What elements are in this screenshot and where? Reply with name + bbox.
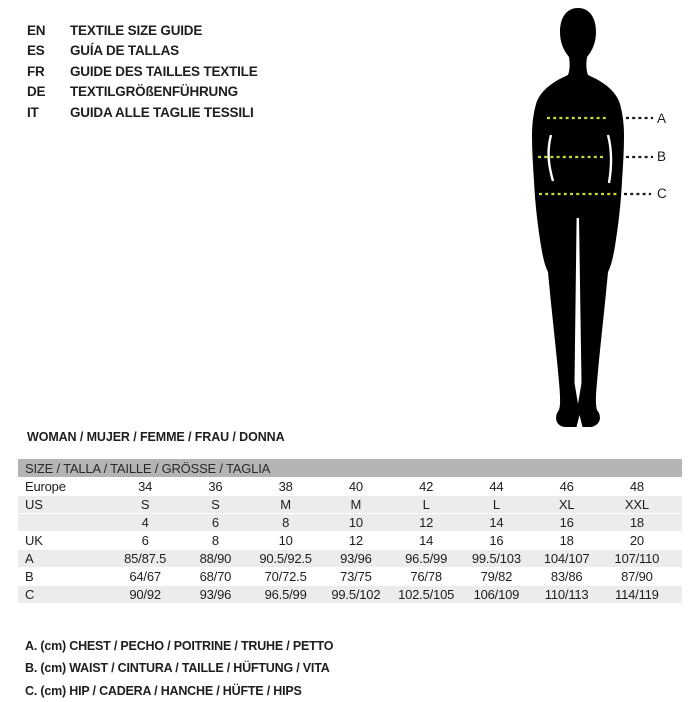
size-cell: 88/90 xyxy=(199,551,232,566)
size-cell: 14 xyxy=(419,533,434,548)
size-cell: 12 xyxy=(348,533,363,548)
size-cell: XL xyxy=(558,497,575,512)
language-code: EN xyxy=(27,22,46,38)
size-cell: 93/96 xyxy=(340,551,372,566)
guide-title: GUÍA DE TALLAS xyxy=(70,43,179,59)
size-cell: 90/92 xyxy=(129,587,161,602)
size-cell: 42 xyxy=(419,479,434,494)
size-cell: 107/110 xyxy=(614,551,660,566)
marker-label-b: B xyxy=(657,149,667,164)
size-cell: 96.5/99 xyxy=(264,587,307,602)
size-cell: 34 xyxy=(138,479,153,494)
size-cell: 99.5/103 xyxy=(471,551,521,566)
marker-label-a: A xyxy=(657,111,667,126)
table-row xyxy=(18,495,682,513)
row-label: A xyxy=(25,551,34,566)
language-code: IT xyxy=(27,104,39,120)
size-cell: S xyxy=(140,497,150,512)
size-cell: 102.5/105 xyxy=(398,587,455,602)
size-cell: 110/113 xyxy=(544,587,589,602)
language-code: FR xyxy=(27,63,45,79)
row-label: B xyxy=(25,569,34,584)
language-title-list xyxy=(27,20,258,123)
guide-title: TEXTILGRÖßENFÜHRUNG xyxy=(70,84,238,100)
size-cell: 90.5/92.5 xyxy=(259,551,312,566)
size-cell: 99.5/102 xyxy=(331,587,381,602)
size-cell: 114/119 xyxy=(615,587,659,602)
language-row xyxy=(27,41,258,62)
figure-area xyxy=(495,5,695,430)
row-label: Europe xyxy=(25,479,66,494)
table-row xyxy=(18,477,682,495)
size-cell: 79/82 xyxy=(480,569,513,584)
guide-title: GUIDA ALLE TAGLIE TESSILI xyxy=(70,104,254,120)
size-cell: S xyxy=(211,497,220,512)
size-cell: 12 xyxy=(419,515,434,530)
size-cell: 93/96 xyxy=(199,587,232,602)
size-cell: 68/70 xyxy=(199,569,232,584)
language-code: DE xyxy=(27,84,46,100)
size-cell: 10 xyxy=(278,533,293,548)
row-label: US xyxy=(25,497,43,512)
language-code: ES xyxy=(27,43,45,59)
size-cell: 104/107 xyxy=(543,551,590,566)
size-cell: 18 xyxy=(629,515,644,530)
size-cell: 8 xyxy=(211,533,219,548)
guide-title: GUIDE DES TAILLES TEXTILE xyxy=(70,63,258,79)
size-cell: 36 xyxy=(208,479,223,494)
size-cell: 16 xyxy=(489,533,504,548)
size-cell: M xyxy=(280,497,291,512)
legend-line: A. (cm) CHEST / PECHO / POITRINE / TRUHE / PETTO xyxy=(25,639,334,653)
language-row xyxy=(27,20,258,41)
size-table-header: SIZE / TALLA / TAILLE / GRÖSSE / TAGLIA xyxy=(18,459,682,477)
size-cell: XXL xyxy=(624,497,649,512)
guide-title: TEXTILE SIZE GUIDE xyxy=(70,22,203,38)
size-cell: 73/75 xyxy=(340,569,372,584)
size-cell: 40 xyxy=(348,479,363,494)
legend-line: B. (cm) WAIST / CINTURA / TAILLE / HÜFTUNG / VITA xyxy=(25,661,330,676)
language-row xyxy=(27,82,258,103)
language-row xyxy=(27,61,258,82)
size-cell: 44 xyxy=(489,479,504,494)
size-cell: 6 xyxy=(211,515,219,530)
size-cell: 64/67 xyxy=(129,569,161,584)
size-cell: 20 xyxy=(629,533,644,548)
category-line: WOMAN / MUJER / FEMME / FRAU / DONNA xyxy=(27,430,285,444)
size-cell: 83/86 xyxy=(550,569,583,584)
size-cell: 46 xyxy=(559,479,574,494)
legend-line: C. (cm) HIP / CADERA / HANCHE / HÜFTE / HIPS xyxy=(25,683,302,698)
table-row xyxy=(18,513,682,531)
size-cell: 96.5/99 xyxy=(405,551,448,566)
size-cell: 14 xyxy=(489,515,504,530)
row-label: UK xyxy=(25,533,43,548)
size-cell: 16 xyxy=(559,515,574,530)
marker-label-c: C xyxy=(657,186,667,201)
size-cell: 10 xyxy=(348,515,363,530)
size-cell: 85/87.5 xyxy=(124,551,167,566)
size-table-body xyxy=(18,477,682,603)
language-row xyxy=(27,102,258,123)
table-row xyxy=(18,585,682,603)
size-cell: 106/109 xyxy=(473,587,520,602)
size-cell: 38 xyxy=(278,479,293,494)
size-table xyxy=(18,459,682,603)
size-cell: 76/78 xyxy=(410,569,442,584)
size-cell: 18 xyxy=(559,533,574,548)
size-cell: 4 xyxy=(141,515,149,530)
size-cell: 87/90 xyxy=(621,569,653,584)
size-cell: L xyxy=(492,497,500,512)
table-row xyxy=(18,549,682,567)
size-cell: 6 xyxy=(141,533,149,548)
size-cell: 70/72.5 xyxy=(264,569,307,584)
size-cell: M xyxy=(350,497,362,512)
woman-silhouette-figure xyxy=(495,5,695,430)
size-cell: L xyxy=(422,497,430,512)
row-label: C xyxy=(25,587,35,602)
size-cell: 48 xyxy=(629,479,644,494)
table-row xyxy=(18,567,682,585)
measure-legend xyxy=(25,635,333,702)
size-cell: 8 xyxy=(282,515,290,530)
table-row xyxy=(18,531,682,549)
